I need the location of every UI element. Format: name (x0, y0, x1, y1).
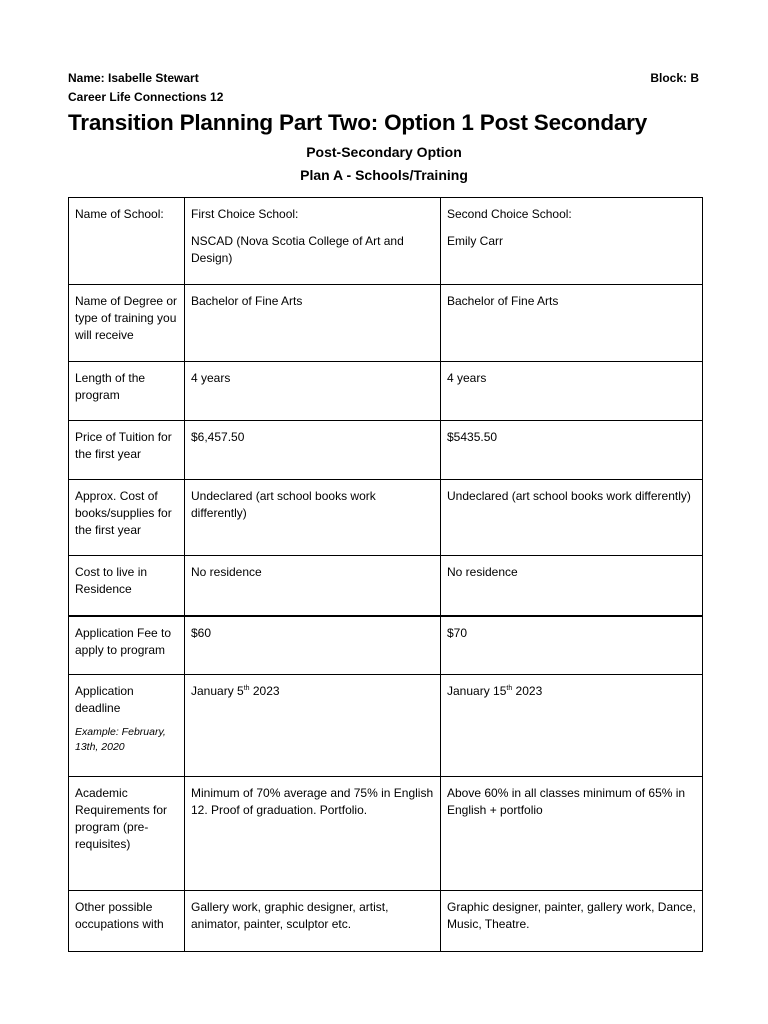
label-academic: Academic Requirements for program (pre-requisites) (69, 777, 185, 891)
second-app-fee: $70 (441, 616, 703, 675)
label-tuition: Price of Tuition for the first year (69, 421, 185, 480)
first-choice-heading: First Choice School: (191, 207, 299, 221)
first-academic: Minimum of 70% average and 75% in English 12. Proof of graduation. Portfolio. (185, 777, 441, 891)
second-academic: Above 60% in all classes minimum of 65% in English + portfolio (441, 777, 703, 891)
first-books: Undeclared (art school books work differently) (185, 480, 441, 556)
first-deadline-date: January 5 (191, 684, 244, 698)
second-books: Undeclared (art school books work differently) (441, 480, 703, 556)
second-occupations: Graphic designer, painter, gallery work, Dance, Music, Theatre. (441, 891, 703, 952)
label-school: Name of School: (69, 198, 185, 285)
label-length: Length of the program (69, 362, 185, 421)
row-academic (69, 777, 703, 891)
first-deadline (185, 675, 441, 777)
second-choice-heading: Second Choice School: (447, 207, 572, 221)
second-deadline-suffix: th (506, 685, 513, 692)
first-residence: No residence (185, 556, 441, 616)
second-choice-cell (441, 198, 703, 285)
label-deadline-cell (69, 675, 185, 777)
row-tuition (69, 421, 703, 480)
label-app-fee: Application Fee to apply to program (69, 616, 185, 675)
first-choice-cell (185, 198, 441, 285)
label-books: Approx. Cost of books/supplies for the first year (69, 480, 185, 556)
second-length: 4 years (441, 362, 703, 421)
label-deadline: Application deadline (75, 684, 134, 715)
second-residence: No residence (441, 556, 703, 616)
first-app-fee: $60 (185, 616, 441, 675)
row-degree (69, 285, 703, 362)
block-label: Block: B (650, 71, 699, 85)
first-degree: Bachelor of Fine Arts (185, 285, 441, 362)
label-occupations: Other possible occupations with (69, 891, 185, 952)
row-residence (69, 556, 703, 616)
subtitle-option: Post-Secondary Option (306, 144, 462, 160)
second-deadline-year: 2023 (512, 684, 543, 698)
row-books (69, 480, 703, 556)
page-title: Transition Planning Part Two: Option 1 Post Secondary (68, 110, 648, 135)
first-deadline-year: 2023 (249, 684, 280, 698)
second-degree: Bachelor of Fine Arts (441, 285, 703, 362)
label-residence: Cost to live in Residence (69, 556, 185, 616)
row-school (69, 198, 703, 285)
second-tuition: $5435.50 (441, 421, 703, 480)
row-app-fee (69, 616, 703, 675)
row-deadline (69, 675, 703, 777)
second-choice-school: Emily Carr (447, 234, 503, 248)
label-degree: Name of Degree or type of training you will receive (69, 285, 185, 362)
course-name: Career Life Connections 12 (68, 90, 224, 104)
first-tuition: $6,457.50 (185, 421, 441, 480)
row-length (69, 362, 703, 421)
second-deadline-date: January 15 (447, 684, 507, 698)
first-deadline-suffix: th (243, 685, 250, 692)
student-name: Name: Isabelle Stewart (68, 71, 199, 85)
row-occupations (69, 891, 703, 952)
first-occupations: Gallery work, graphic designer, artist, animator, painter, sculptor etc. (185, 891, 441, 952)
subtitle-plan: Plan A - Schools/Training (300, 167, 468, 183)
plan-table (68, 197, 703, 952)
deadline-example: Example: February, 13th, 2020 (75, 726, 166, 753)
first-choice-school: NSCAD (Nova Scotia College of Art and Design) (191, 234, 404, 265)
first-length: 4 years (185, 362, 441, 421)
second-deadline (441, 675, 703, 777)
